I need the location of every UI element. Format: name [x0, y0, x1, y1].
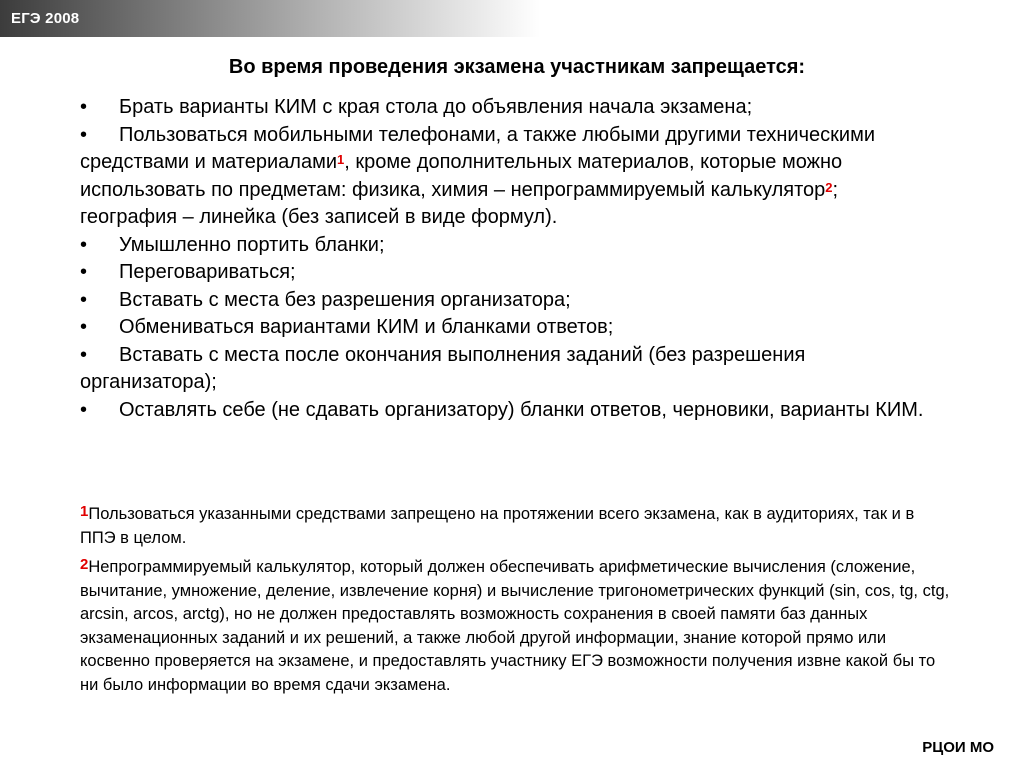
rule-text-5: Вставать с места без разрешения организатора;	[119, 288, 571, 311]
rule-text-1: Брать варианты КИМ с края стола до объявления начала экзамена;	[119, 96, 753, 118]
footnote-2	[80, 556, 950, 697]
rule-item-7	[80, 342, 940, 397]
bullet-icon: •	[80, 316, 88, 338]
footnote-mark-1: 1	[80, 503, 89, 520]
rule-item-8	[80, 397, 940, 425]
footnote-text-1: Пользоваться указанными средствами запрещено на протяжении всего экзамена, как в аудиториях, так и в ППЭ в целом.	[80, 505, 915, 547]
rule-text-2b: , кроме дополнительных материалов, которые можно использовать по предметам: физика, химия – непрограммируемый калькулятор	[80, 151, 843, 201]
bullet-icon: •	[80, 123, 88, 146]
page-title: Во время проведения экзамена участникам запрещается:	[228, 56, 806, 78]
bullet-icon: •	[80, 398, 88, 421]
bullet-icon: •	[80, 233, 88, 256]
rule-item-4	[80, 259, 940, 287]
footnote-mark-2: 2	[80, 556, 89, 573]
organization-label: РЦОИ МО	[922, 739, 994, 756]
rule-item-2	[80, 122, 940, 232]
rules-list	[80, 94, 940, 424]
bullet-icon: •	[80, 96, 88, 118]
rule-item-5	[80, 287, 940, 315]
bullet-icon: •	[80, 288, 88, 311]
rule-item-3	[80, 232, 940, 260]
header-label: ЕГЭ 2008	[11, 10, 80, 27]
footnote-text-2: Непрограммируемый калькулятор, который должен обеспечивать арифметические вычисления (сложение, вычитание, умножение, деление, извлечение корня) и вычисление тригонометрических функций (sin, cos, tg, ctg, arcsin, arcos, arctg), но не должен предоставлять возможность сохранения в своей памяти баз данных экзаменационных заданий и их решений, а также любой другой информации, знание которой прямо или косвенно проверяется на экзамене, и предоставлять участнику ЕГЭ возможности получения извне какой бы то ни было информации во время сдачи экзамена.	[80, 558, 950, 694]
rule-item-6	[80, 314, 940, 342]
rule-text-8: Оставлять себе (не сдавать организатору) бланки ответов, черновики, варианты КИМ.	[119, 398, 924, 421]
rule-text-2a: Пользоваться мобильными телефонами, а также любыми другими техническими средствами и материалами	[80, 123, 875, 173]
bullet-icon: •	[80, 261, 88, 283]
rule-text-2c: ; география – линейка (без записей в виде формул).	[80, 178, 839, 228]
rule-item-1	[80, 94, 940, 122]
header-bar	[0, 0, 540, 37]
bullet-icon: •	[80, 343, 88, 366]
footnote-ref-2: 2	[825, 179, 833, 195]
rule-text-7: Вставать с места после окончания выполнения заданий (без разрешения организатора);	[80, 343, 806, 393]
footnotes	[80, 503, 950, 697]
rule-text-6: Обмениваться вариантами КИМ и бланками ответов;	[119, 316, 614, 338]
rule-text-4: Переговариваться;	[119, 261, 296, 283]
footnote-ref-1: 1	[337, 152, 345, 167]
footnote-1	[80, 503, 950, 550]
rule-text-3: Умышленно портить бланки;	[119, 233, 385, 256]
